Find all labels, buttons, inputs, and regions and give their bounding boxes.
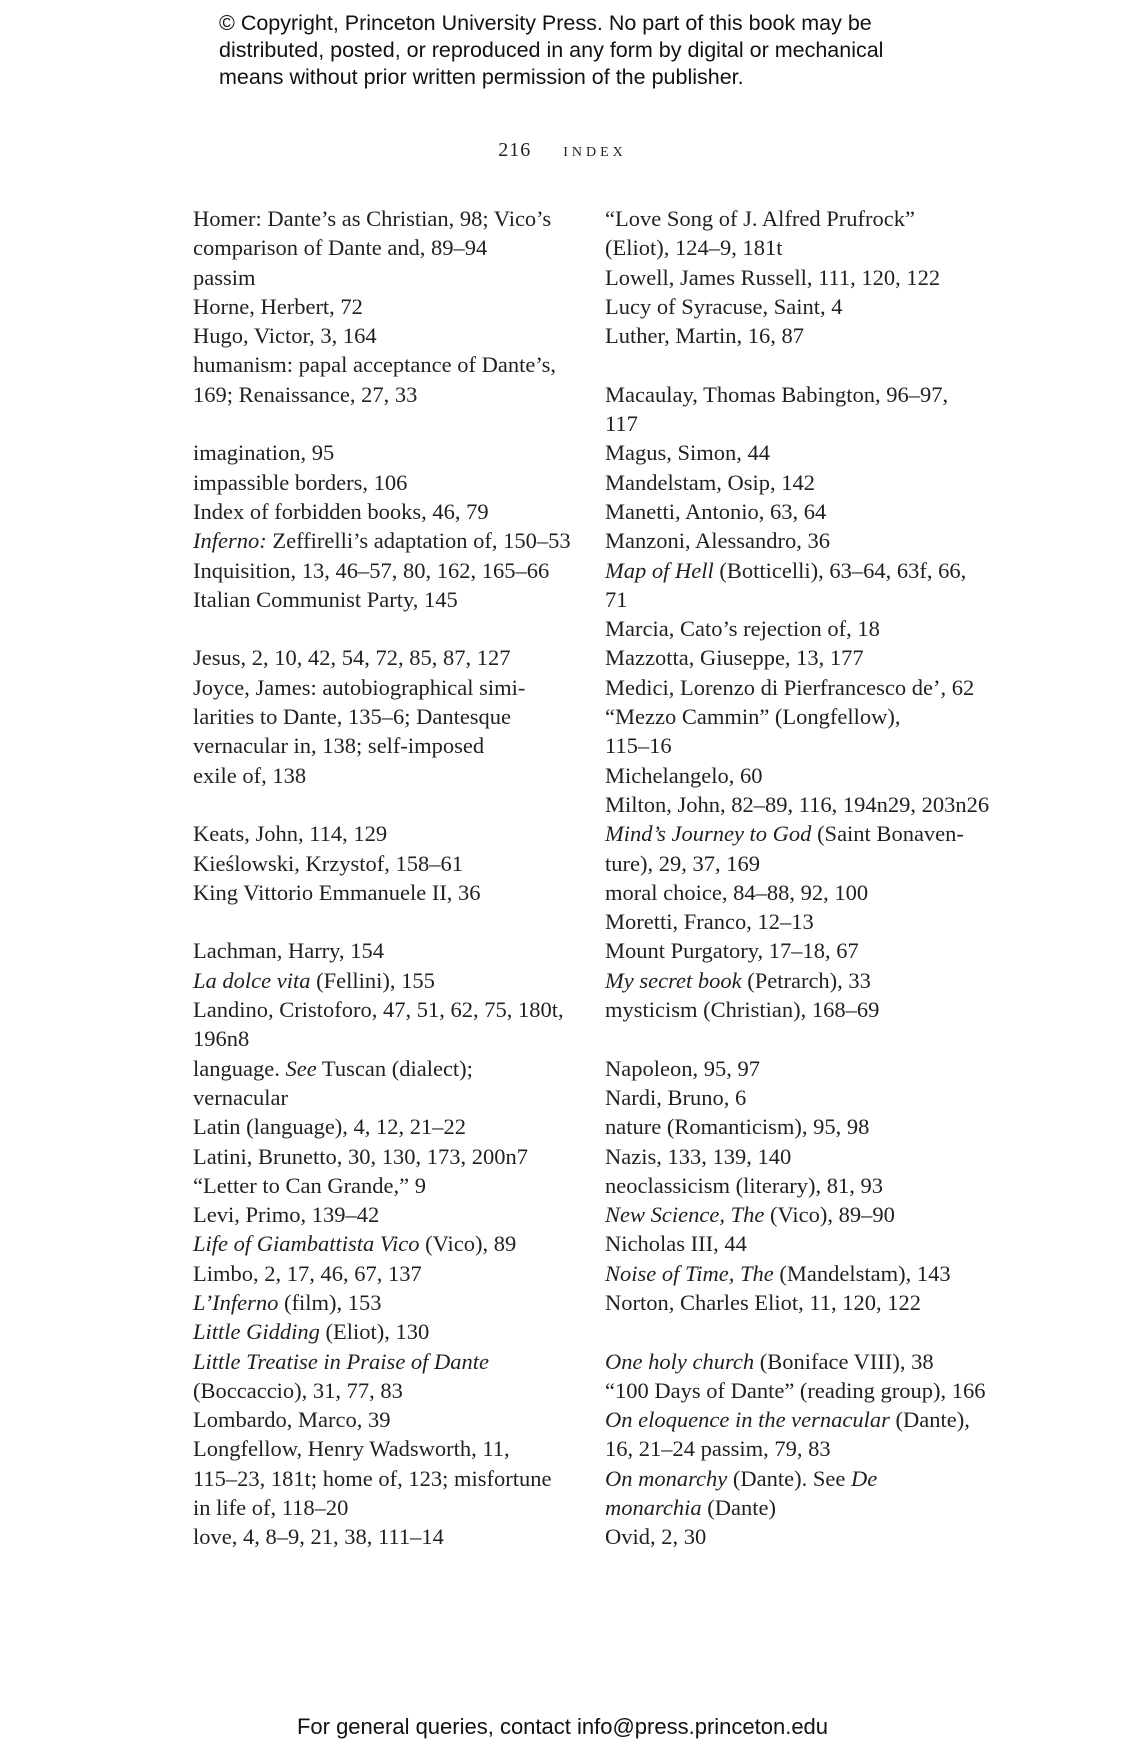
- index-entry: [605, 380, 977, 439]
- index-entry-line: [605, 878, 977, 907]
- index-entry-line: [193, 1229, 565, 1258]
- copyright-line: distributed, posted, or reproduced in any form by digital or mechanical: [219, 38, 884, 62]
- index-entry: [193, 1200, 565, 1229]
- index-entry-text: language.: [193, 1055, 286, 1081]
- index-entry-line: [193, 1200, 565, 1229]
- index-entry-text: (Eliot), 130: [319, 1319, 430, 1345]
- index-entry-text: Moretti, Franco, 12–13: [605, 909, 814, 935]
- index-entry-text: Napoleon, 95, 97: [605, 1055, 760, 1081]
- index-entry-line: [605, 731, 977, 760]
- index-entry: [193, 1054, 565, 1113]
- index-entry-text: Keats, John, 114, 129: [193, 821, 388, 847]
- index-entry-text: Longfellow, Henry Wadsworth, 11,: [193, 1436, 510, 1462]
- index-entry-line: [605, 1200, 977, 1229]
- index-entry: [605, 526, 977, 555]
- index-entry-title-text: L’Inferno: [193, 1289, 279, 1315]
- index-entry-title-text: La dolce vita: [193, 967, 311, 993]
- section-title: index: [563, 139, 627, 161]
- index-entry-line: [605, 1171, 977, 1200]
- index-entry: [605, 643, 977, 672]
- letter-group-gap: [193, 614, 565, 643]
- index-entry: [605, 995, 977, 1024]
- index-entry-line: [193, 204, 565, 233]
- index-entry-line: [193, 468, 565, 497]
- index-entry-line: [605, 1054, 977, 1083]
- index-entry-text: (Dante): [701, 1495, 777, 1521]
- index-entry: [605, 1288, 977, 1317]
- index-entry-line: [193, 321, 565, 350]
- index-entry-text: Italian Communist Party, 145: [193, 586, 458, 612]
- index-entry: [605, 1229, 977, 1258]
- index-entry: [193, 556, 565, 585]
- index-entry: [193, 849, 565, 878]
- index-entry-line: [193, 643, 565, 672]
- index-entry-text: nature (Romanticism), 95, 98: [605, 1114, 870, 1140]
- index-entry-line: [193, 1142, 565, 1171]
- index-entry: [193, 643, 565, 672]
- index-entry-text: “Love Song of J. Alfred Prufrock”: [605, 206, 915, 231]
- index-entry-text: Horne, Herbert, 72: [193, 293, 363, 319]
- index-entry: [605, 204, 977, 263]
- index-entry: [605, 790, 990, 819]
- index-entry-line: [193, 526, 571, 555]
- index-entry-line: [193, 702, 565, 731]
- letter-group-gap: [193, 790, 565, 819]
- index-entry-line: [193, 350, 565, 379]
- index-entry: [193, 819, 565, 848]
- index-entry-text: Mount Purgatory, 17–18, 67: [605, 938, 859, 964]
- index-entry: [605, 1171, 977, 1200]
- index-entry-title-text: monarchia: [605, 1495, 702, 1521]
- letter-group-gap: [193, 907, 565, 936]
- index-entry-line: [193, 1405, 565, 1434]
- index-entry-text: (Eliot), 124–9, 181t: [605, 235, 783, 261]
- index-entry: [605, 614, 977, 643]
- index-entry-title-text: Little Gidding: [193, 1319, 320, 1345]
- index-entry-text: (Fellini), 155: [310, 967, 435, 993]
- index-entry-line: [605, 1229, 977, 1258]
- index-entry-text: Latini, Brunetto, 30, 130, 173, 200n7: [193, 1143, 528, 1169]
- index-entry: [193, 1112, 565, 1141]
- index-entry-line: [193, 380, 565, 409]
- index-entry-line: [605, 643, 977, 672]
- index-entry-line: [193, 497, 565, 526]
- index-entry-text: Nazis, 133, 139, 140: [605, 1143, 792, 1169]
- index-entry-text: 196n8: [193, 1026, 250, 1052]
- index-entry-line: [605, 438, 977, 467]
- index-entry-text: Mazzotta, Giuseppe, 13, 177: [605, 645, 864, 671]
- index-entry-line: [605, 321, 977, 350]
- index-column-right: [605, 204, 990, 1552]
- index-entry-line: [605, 761, 977, 790]
- index-entry: [605, 1054, 977, 1083]
- index-entry-line: [605, 380, 977, 409]
- index-entry-line: [193, 995, 565, 1024]
- index-entry: [193, 1434, 565, 1522]
- index-entry-title-text: Mind’s Journey to God: [605, 821, 812, 847]
- index-entry-text: Joyce, James: autobiographical simi-: [193, 674, 526, 700]
- index-entry-text: Kieślowski, Krzystof, 158–61: [193, 850, 463, 876]
- index-entry-text: imagination, 95: [193, 440, 335, 466]
- index-entry: [605, 936, 977, 965]
- index-entry-title-text: On eloquence in the vernacular: [605, 1407, 890, 1433]
- index-entry: [605, 1142, 977, 1171]
- index-entry-line: [605, 233, 977, 262]
- index-entry: [193, 1229, 565, 1258]
- index-entry: [193, 321, 565, 350]
- index-entry-line: [605, 556, 977, 585]
- index-entry-text: impassible borders, 106: [193, 469, 408, 495]
- index-entry: [605, 497, 977, 526]
- index-entry: [605, 878, 977, 907]
- index-entry-line: [193, 1288, 565, 1317]
- index-entry: [605, 321, 977, 350]
- index-entry-title-text: Noise of Time, The: [605, 1260, 774, 1286]
- index-entry-line: [193, 819, 565, 848]
- index-entry: [193, 995, 565, 1054]
- index-entry-line: [605, 1259, 977, 1288]
- index-entry-text: 16, 21–24 passim, 79, 83: [605, 1436, 831, 1462]
- index-entry: [605, 1112, 977, 1141]
- index-entry-line: [605, 1112, 977, 1141]
- running-head: [0, 139, 1125, 162]
- index-entry: [605, 966, 977, 995]
- index-entry-line: [193, 1493, 565, 1522]
- page-number: 216: [498, 139, 532, 161]
- index-entry-text: exile of, 138: [193, 762, 307, 788]
- index-entry: [193, 468, 565, 497]
- index-entry-line: [193, 878, 565, 907]
- index-entry-line: [605, 1142, 977, 1171]
- index-entry: [193, 438, 565, 467]
- index-entry-title-text: New Science, The: [605, 1202, 765, 1228]
- index-entry-text: vernacular in, 138; self-imposed: [193, 733, 485, 759]
- index-entry: [605, 263, 977, 292]
- index-entry-line: [193, 1522, 565, 1551]
- index-entry-text: (Botticelli), 63–64, 63f, 66,: [713, 557, 967, 583]
- index-entry-line: [605, 966, 977, 995]
- letter-group-gap: [193, 409, 565, 438]
- index-entry: [605, 438, 977, 467]
- index-entry: [605, 907, 977, 936]
- index-entry-text: Manzoni, Alessandro, 36: [605, 528, 830, 554]
- index-entry-text: (Saint Bonaven-: [811, 821, 964, 847]
- index-entry-title-text: Inferno:: [193, 528, 267, 554]
- index-entry: [605, 702, 977, 761]
- index-entry: [605, 1259, 977, 1288]
- index-entry: [193, 673, 565, 790]
- index-entry-line: [193, 233, 565, 262]
- index-entry-text: Lucy of Syracuse, Saint, 4: [605, 293, 843, 319]
- index-entry: [605, 292, 977, 321]
- index-entry-line: [605, 497, 977, 526]
- index-entry-text: Luther, Martin, 16, 87: [605, 323, 805, 349]
- index-entry: [605, 1376, 986, 1405]
- index-entry: [605, 1405, 977, 1464]
- index-entry-text: Milton, John, 82–89, 116, 194n29, 203n26: [605, 791, 990, 817]
- index-entry-text: (Petrarch), 33: [741, 967, 871, 993]
- index-entry-line: [193, 556, 565, 585]
- index-entry-text: (Vico), 89: [419, 1231, 517, 1257]
- index-entry-text: Manetti, Antonio, 63, 64: [605, 498, 827, 524]
- index-entry-title-text: See: [285, 1055, 317, 1081]
- index-entry-text: Levi, Primo, 139–42: [193, 1202, 380, 1228]
- index-entry-text: Homer: Dante’s as Christian, 98; Vico’s: [193, 206, 552, 231]
- index-entry-text: Nardi, Bruno, 6: [605, 1084, 747, 1110]
- index-entry-text: vernacular: [193, 1084, 288, 1110]
- index-entry-text: Zeffirelli’s adaptation of, 150–53: [266, 528, 571, 554]
- index-entry-title-text: De: [850, 1465, 878, 1491]
- index-entry-text: Nicholas III, 44: [605, 1231, 747, 1257]
- index-entry-text: (Boccaccio), 31, 77, 83: [193, 1377, 403, 1403]
- index-entry-text: 115–23, 181t; home of, 123; misfortune: [193, 1465, 552, 1491]
- index-entry-line: [193, 1464, 565, 1493]
- index-entry: [605, 1200, 977, 1229]
- index-entry-line: [605, 819, 977, 848]
- index-entry-text: larities to Dante, 135–6; Dantesque: [193, 704, 512, 730]
- index-entry-line: [193, 849, 565, 878]
- index-entry-text: Macaulay, Thomas Babington, 96–97,: [605, 381, 949, 407]
- index-entry-text: Jesus, 2, 10, 42, 54, 72, 85, 87, 127: [193, 645, 511, 671]
- index-entry-title-text: Map of Hell: [605, 557, 714, 583]
- index-entry-text: King Vittorio Emmanuele II, 36: [193, 879, 481, 905]
- index-entry-text: “Mezzo Cammin” (Longfellow),: [605, 704, 901, 730]
- index-entry-line: [605, 1083, 977, 1112]
- index-entry: [193, 585, 565, 614]
- index-entry-line: [605, 1493, 977, 1522]
- index-entry: [193, 1171, 565, 1200]
- footer-contact: For general queries, contact info@press.princeton.edu: [296, 1714, 829, 1739]
- index-entry-text: in life of, 118–20: [193, 1495, 349, 1521]
- copyright-notice: [219, 10, 979, 91]
- index-entry-line: [605, 409, 977, 438]
- index-entry-text: Ovid, 2, 30: [605, 1524, 707, 1550]
- index-entry-text: Norton, Charles Eliot, 11, 120, 122: [605, 1289, 922, 1315]
- index-entry: [193, 497, 565, 526]
- index-entry-title-text: My secret book: [605, 967, 742, 993]
- index-entry: [605, 1522, 977, 1551]
- index-entry-line: [193, 1376, 565, 1405]
- index-entry-text: Mandelstam, Osip, 142: [605, 469, 815, 495]
- index-entry: [605, 1464, 977, 1523]
- index-entry-text: Lowell, James Russell, 111, 120, 122: [605, 264, 941, 290]
- index-entry-line: [605, 1522, 977, 1551]
- index-entry-line: [605, 1434, 977, 1463]
- index-entry: [193, 966, 565, 995]
- index-entry-text: Index of forbidden books, 46, 79: [193, 498, 489, 524]
- index-entry-line: [605, 468, 977, 497]
- index-entry: [193, 204, 565, 292]
- index-entry: [193, 878, 565, 907]
- index-entry-line: [193, 1259, 565, 1288]
- index-entry-text: “Letter to Can Grande,” 9: [193, 1172, 427, 1198]
- index-entry-text: Landino, Cristoforo, 47, 51, 62, 75, 180t,: [193, 997, 564, 1023]
- index-entry-line: [605, 1288, 977, 1317]
- index-entry-text: 115–16: [605, 733, 672, 759]
- index-entry-text: Medici, Lorenzo di Pierfrancesco de’, 62: [605, 674, 975, 700]
- index-entry-title-text: Little Treatise in Praise of Dante: [193, 1348, 490, 1374]
- index-entry-text: Limbo, 2, 17, 46, 67, 137: [193, 1260, 422, 1286]
- copyright-line: means without prior written permission of the publisher.: [219, 65, 744, 89]
- index-entry-line: [605, 1405, 977, 1434]
- index-entry-text: passim: [193, 264, 256, 290]
- index-entry-line: [605, 263, 977, 292]
- index-entry-line: [193, 1317, 565, 1346]
- copyright-line: © Copyright, Princeton University Press. No part of this book may be: [219, 11, 872, 35]
- index-entry: [193, 350, 565, 409]
- index-entry-line: [605, 292, 977, 321]
- index-entry: [605, 468, 977, 497]
- index-entry-text: Latin (language), 4, 12, 21–22: [193, 1114, 467, 1140]
- index-entry: [193, 1288, 565, 1317]
- index-entry: [605, 761, 977, 790]
- index-column-left: [193, 204, 571, 1552]
- index-entry-line: [605, 702, 977, 731]
- index-entry-line: [193, 263, 565, 292]
- index-entry-text: Tuscan (dialect);: [316, 1055, 473, 1081]
- index-entry-line: [193, 1171, 565, 1200]
- index-entry: [193, 1142, 565, 1171]
- index-entry: [193, 1259, 565, 1288]
- index-entry-line: [605, 1464, 977, 1493]
- index-entry-text: Hugo, Victor, 3, 164: [193, 323, 377, 349]
- index-entry-line: [193, 936, 565, 965]
- index-entry: [605, 556, 977, 615]
- index-entry-text: (Boniface VIII), 38: [754, 1348, 934, 1374]
- index-entry-line: [605, 907, 977, 936]
- index-entry: [605, 1347, 977, 1376]
- index-entry-title-text: Life of Giambattista Vico: [193, 1231, 420, 1257]
- index-entry-line: [605, 849, 977, 878]
- index-entry-text: Michelangelo, 60: [605, 762, 763, 788]
- index-entry-line: [605, 790, 990, 819]
- index-entry-line: [605, 995, 977, 1024]
- index-entry-text: “100 Days of Dante” (reading group), 166: [605, 1377, 986, 1403]
- index-entry-text: 71: [605, 586, 628, 612]
- index-entry-text: Lachman, Harry, 154: [193, 938, 384, 964]
- index-entry-text: (Mandelstam), 143: [773, 1260, 951, 1286]
- index-entry: [193, 1405, 565, 1434]
- index-entry: [193, 1317, 565, 1346]
- index-entry-text: humanism: papal acceptance of Dante’s,: [193, 352, 556, 378]
- index-entry-text: 117: [605, 411, 638, 437]
- index-entry-text: 169; Renaissance, 27, 33: [193, 381, 418, 407]
- index-entry-text: Lombardo, Marco, 39: [193, 1407, 391, 1433]
- index-entry-text: (Dante). See: [727, 1465, 851, 1491]
- index-entry-line: [605, 1347, 977, 1376]
- index-entry-line: [193, 731, 565, 760]
- index-entry: [193, 526, 571, 555]
- index-entry-title-text: One holy church: [605, 1348, 755, 1374]
- index-entry: [605, 673, 977, 702]
- index-entry-line: [605, 936, 977, 965]
- index-entry: [605, 1083, 977, 1112]
- index-entry-line: [193, 673, 565, 702]
- index-entry-text: Inquisition, 13, 46–57, 80, 162, 165–66: [193, 557, 550, 583]
- index-entry-title-text: On monarchy: [605, 1465, 728, 1491]
- index-entry: [193, 1347, 565, 1406]
- index-entry-text: Magus, Simon, 44: [605, 440, 771, 466]
- index-entry-line: [193, 761, 565, 790]
- index-entry-line: [193, 1024, 565, 1053]
- letter-group-gap: [605, 350, 977, 379]
- index-entry-text: comparison of Dante and, 89–94: [193, 235, 488, 261]
- index-entry-text: neoclassicism (literary), 81, 93: [605, 1172, 884, 1198]
- index-entry-text: Marcia, Cato’s rejection of, 18: [605, 616, 880, 642]
- index-entry-line: [193, 966, 565, 995]
- index-entry-line: [193, 585, 565, 614]
- index-entry-line: [193, 438, 565, 467]
- index-entry-line: [605, 673, 977, 702]
- index-entry-text: mysticism (Christian), 168–69: [605, 997, 880, 1023]
- index-entry-line: [193, 292, 565, 321]
- index-entry-line: [193, 1083, 565, 1112]
- index-entry-text: moral choice, 84–88, 92, 100: [605, 879, 869, 905]
- index-entry: [193, 936, 565, 965]
- index-entry-line: [605, 614, 977, 643]
- letter-group-gap: [605, 1317, 977, 1346]
- index-entry-text: ture), 29, 37, 169: [605, 850, 760, 876]
- index-entry-line: [193, 1347, 565, 1376]
- index-entry-line: [605, 204, 977, 233]
- index-entry-text: (Dante),: [889, 1407, 970, 1433]
- index-entry: [193, 292, 565, 321]
- index-entry-line: [605, 1376, 986, 1405]
- index-entry-text: (film), 153: [278, 1289, 382, 1315]
- index-entry: [193, 1522, 565, 1551]
- index-entry-line: [193, 1112, 565, 1141]
- index-entry-line: [605, 585, 977, 614]
- index-entry-text: love, 4, 8–9, 21, 38, 111–14: [193, 1524, 444, 1550]
- index-entry: [605, 819, 977, 878]
- index-entry-line: [193, 1054, 565, 1083]
- index-entry-text: (Vico), 89–90: [764, 1202, 895, 1228]
- letter-group-gap: [605, 1024, 977, 1053]
- index-entry-line: [193, 1434, 565, 1463]
- index-entry-line: [605, 526, 977, 555]
